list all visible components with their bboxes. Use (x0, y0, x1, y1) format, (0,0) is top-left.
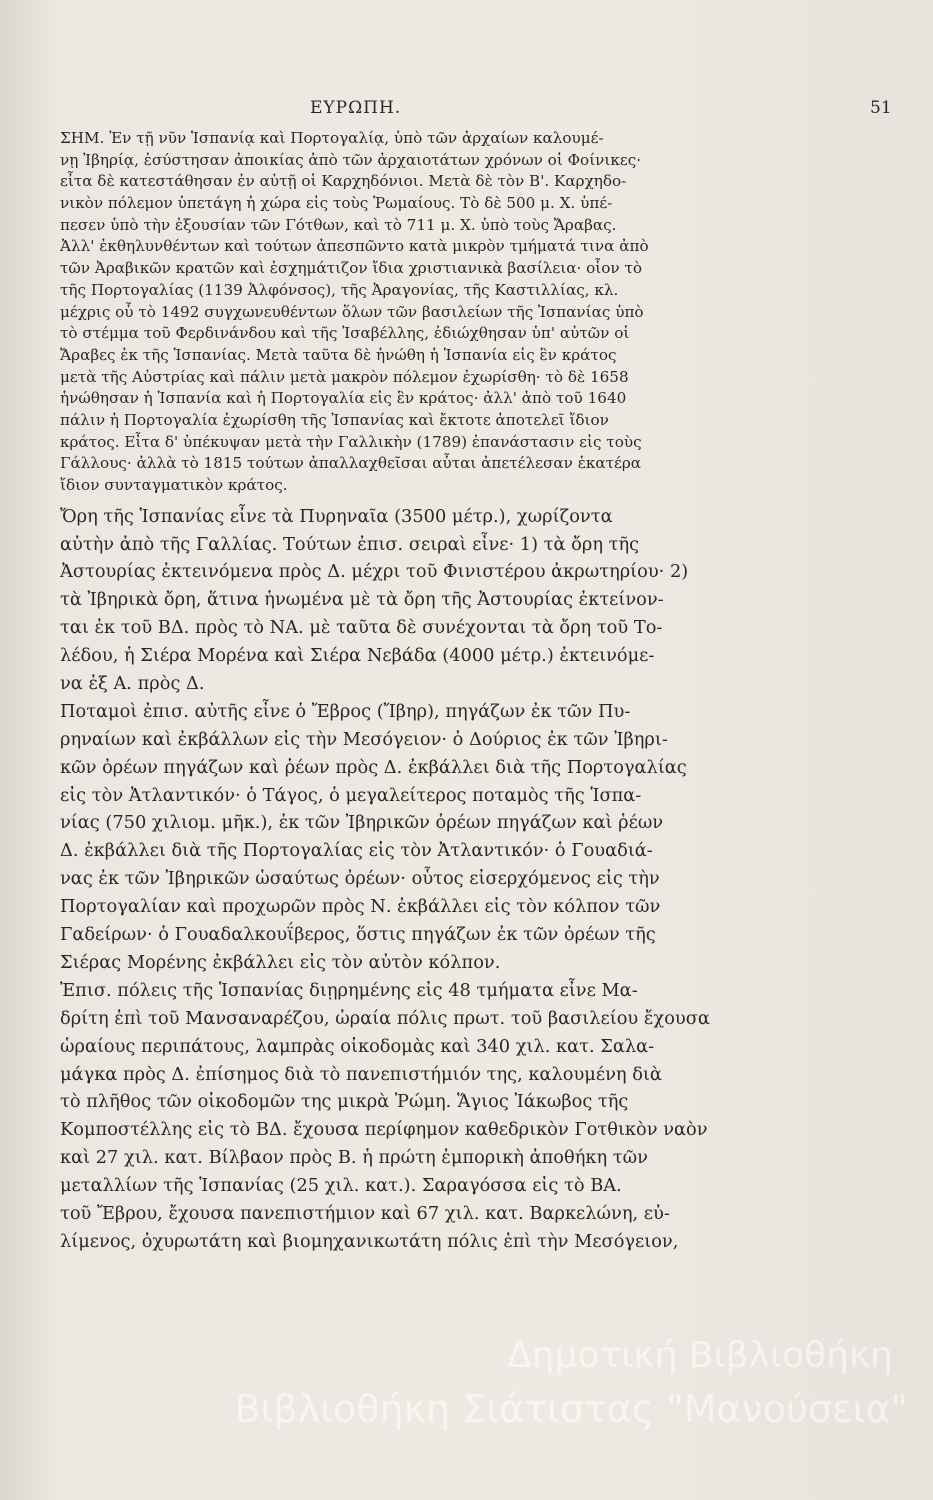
note-line: Ἄραβες ἐκ τῆς Ἱσπανίας. Μετὰ ταῦτα δὲ ἡνώθη ἡ Ἱσπανία εἰς ἓν κράτος (60, 345, 617, 364)
text-line: μάγκα πρὸς Δ. ἐπίσημος διὰ τὸ πανεπιστήμιόν της, καλουμένη διὰ (60, 1063, 662, 1085)
note-line: μετὰ τῆς Αὐστρίας καὶ πάλιν μετὰ μακρὸν πόλεμον ἐχωρίσθη· τὸ δὲ 1658 (60, 367, 629, 386)
text-line: αὐτὴν ἀπὸ τῆς Γαλλίας. Τούτων ἐπισ. σειραὶ εἶνε· 1) τὰ ὄρη τῆς (60, 533, 640, 555)
historical-note (60, 128, 900, 497)
text-line: Ἀστουρίας ἐκτεινόμενα πρὸς Δ. μέχρι τοῦ Φινιστέρου ἀκρωτηρίου· 2) (60, 561, 689, 583)
page-number: 51 (870, 98, 892, 118)
text-line: Ἐπισ. πόλεις τῆς Ἱσπανίας διῃρημένης εἰς 48 τμήματα εἶνε Μα- (60, 979, 638, 1001)
watermark-line-1: Δημοτική Βιβλιοθήκη (507, 1335, 893, 1376)
note-line: Ἀλλ' ἐκθηλυνθέντων καὶ τούτων ἀπεσπῶντο κατὰ μικρὸν τμήματά τινα ἀπὸ (60, 237, 649, 256)
text-line: τοῦ Ἔβρου, ἔχουσα πανεπιστήμιον καὶ 67 χιλ. κατ. Βαρκελώνη, εὐ- (60, 1202, 670, 1224)
note-line: ἴδιον συνταγματικὸν κράτος. (60, 476, 288, 494)
text-line: Σιέρας Μορένης ἐκβάλλει εἰς τὸν αὐτὸν κόλπον. (60, 951, 501, 973)
page-header (0, 98, 933, 128)
text-line: κῶν ὀρέων πηγάζων καὶ ῥέων πρὸς Δ. ἐκβάλλει διὰ τῆς Πορτογαλίας (60, 756, 687, 778)
text-line: μεταλλίων τῆς Ἱσπανίας (25 χιλ. κατ.). Σαραγόσσα εἰς τὸ ΒΑ. (60, 1175, 622, 1197)
note-line: τῶν Ἀραβικῶν κρατῶν καὶ ἐσχημάτιζον ἴδια χριστιανικὰ βασίλεια· οἷον τὸ (60, 259, 642, 278)
page-body (60, 128, 900, 1256)
note-line: ΣΗΜ. Ἐν τῇ νῦν Ἱσπανίᾳ καὶ Πορτογαλίᾳ, ὑπὸ τῶν ἀρχαίων καλουμέ- (60, 129, 604, 147)
text-line: Πορτογαλίαν καὶ προχωρῶν πρὸς Ν. ἐκβάλλει εἰς τὸν κόλπον τῶν (60, 896, 661, 918)
main-text (60, 503, 900, 1256)
text-line: Ὄρη τῆς Ἱσπανίας εἶνε τὰ Πυρηναῖα (3500 μέτρ.), χωρίζοντα (60, 505, 613, 527)
note-line: Γάλλους· ἀλλὰ τὸ 1815 τούτων ἀπαλλαχθεῖσαι αὗται ἀπετέλεσαν ἑκατέρα (60, 454, 642, 473)
note-line: πάλιν ἡ Πορτογαλία ἐχωρίσθη τῆς Ἱσπανίας καὶ ἔκτοτε ἀποτελεῖ ἴδιον (60, 410, 609, 429)
text-line: νας ἐκ τῶν Ἰβηρικῶν ὡσαύτως ὀρέων· οὗτος εἰσερχόμενος εἰς τὴν (60, 868, 660, 890)
text-line: Ποταμοὶ ἐπισ. αὐτῆς εἶνε ὁ Ἔβρος (Ἴβηρ), πηγάζων ἐκ τῶν Πυ- (60, 700, 631, 722)
note-line: νικὸν πόλεμον ὑπετάγη ἡ χώρα εἰς τοὺς Ῥωμαίους. Τὸ δὲ 500 μ. Χ. ὑπέ- (60, 194, 613, 213)
text-line: Γαδείρων· ὁ Γουαδαλκουΐβερος, ὅστις πηγάζων ἐκ τῶν ὀρέων τῆς (60, 924, 656, 946)
text-line: ὡραίους περιπάτους, λαμπρὰς οἰκοδομὰς καὶ 340 χιλ. κατ. Σαλα- (60, 1035, 655, 1057)
note-line: τῆς Πορτογαλίας (1139 Ἀλφόνσος), τῆς Ἀραγονίας, τῆς Καστιλλίας, κλ. (60, 280, 619, 299)
text-line: δρίτη ἐπὶ τοῦ Μανσαναρέζου, ὡραία πόλις πρωτ. τοῦ βασιλείου ἔχουσα (60, 1007, 710, 1029)
text-line: Δ. ἐκβάλλει διὰ τῆς Πορτογαλίας εἰς τὸν Ἀτλαντικόν· ὁ Γουαδιά- (60, 840, 653, 862)
text-line: να ἐξ Α. πρὸς Δ. (60, 673, 205, 695)
text-line: λέδου, ἡ Σιέρα Μορένα καὶ Σιέρα Νεβάδα (4000 μέτρ.) ἐκτεινόμε- (60, 645, 655, 667)
note-line: νῃ Ἰβηρίᾳ, ἐσύστησαν ἀποικίας ἀπὸ τῶν ἀρχαιοτάτων χρόνων οἱ Φοίνικες· (60, 150, 642, 169)
text-line: ται ἐκ τοῦ ΒΔ. πρὸς τὸ ΝΑ. μὲ ταῦτα δὲ συνέχονται τὰ ὄρη τοῦ Το- (60, 617, 663, 639)
running-title: ΕΥΡΩΠΗ. (310, 98, 402, 118)
text-line: νίας (750 χιλιομ. μῆκ.), ἐκ τῶν Ἰβηρικῶν ὀρέων πηγάζων καὶ ῥέων (60, 812, 664, 834)
text-line: τὰ Ἰβηρικὰ ὄρη, ἅτινα ἡνωμένα μὲ τὰ ὄρη τῆς Ἀστουρίας ἐκτείνον- (60, 589, 664, 611)
text-line: ρηναίων καὶ ἐκβάλλων εἰς τὴν Μεσόγειον· ὁ Δούριος ἐκ τῶν Ἰβηρι- (60, 728, 668, 750)
library-watermark (0, 1335, 933, 1465)
text-line: τὸ πλῆθος τῶν οἰκοδομῶν της μικρὰ Ῥώμη. Ἅγιος Ἰάκωβος τῆς (60, 1091, 629, 1113)
note-line: κράτος. Εἶτα δ' ὑπέκυψαν μετὰ τὴν Γαλλικὴν (1789) ἐπανάστασιν εἰς τοὺς (60, 432, 642, 451)
note-line: ἡνώθησαν ἡ Ἱσπανία καὶ ἡ Πορτογαλία εἰς ἓν κράτος· ἀλλ' ἀπὸ τοῦ 1640 (60, 389, 627, 408)
note-line: μέχρις οὗ τὸ 1492 συγχωνευθέντων ὅλων τῶν βασιλείων τῆς Ἱσπανίας ὑπὸ (60, 302, 644, 321)
watermark-line-2: Βιβλιοθήκη Σιάτιστας "Μανούσεια" (234, 1387, 908, 1431)
note-line: τὸ στέμμα τοῦ Φερδινάνδου καὶ τῆς Ἰσαβέλλης, ἐδιώχθησαν ὑπ' αὐτῶν οἱ (60, 324, 630, 343)
text-line: Κομποστέλλης εἰς τὸ ΒΔ. ἔχουσα περίφημον καθεδρικὸν Γοτθικὸν ναὸν (60, 1119, 708, 1141)
note-line: εἶτα δὲ κατεστάθησαν ἐν αὐτῇ οἱ Καρχηδόνιοι. Μετὰ δὲ τὸν Β'. Καρχηδο- (60, 172, 627, 191)
note-line: πεσεν ὑπὸ τὴν ἐξουσίαν τῶν Γότθων, καὶ τὸ 711 μ. Χ. ὑπὸ τοὺς Ἄραβας. (60, 215, 617, 234)
text-line: εἰς τὸν Ἀτλαντικόν· ὁ Τάγος, ὁ μεγαλείτερος ποταμὸς τῆς Ἱσπα- (60, 784, 642, 806)
text-line: καὶ 27 χιλ. κατ. Βίλβαον πρὸς Β. ἡ πρώτη ἐμπορικὴ ἀποθήκη τῶν (60, 1147, 648, 1169)
text-line: λίμενος, ὀχυρωτάτη καὶ βιομηχανικωτάτη πόλις ἐπὶ τὴν Μεσόγειον, (60, 1230, 679, 1252)
